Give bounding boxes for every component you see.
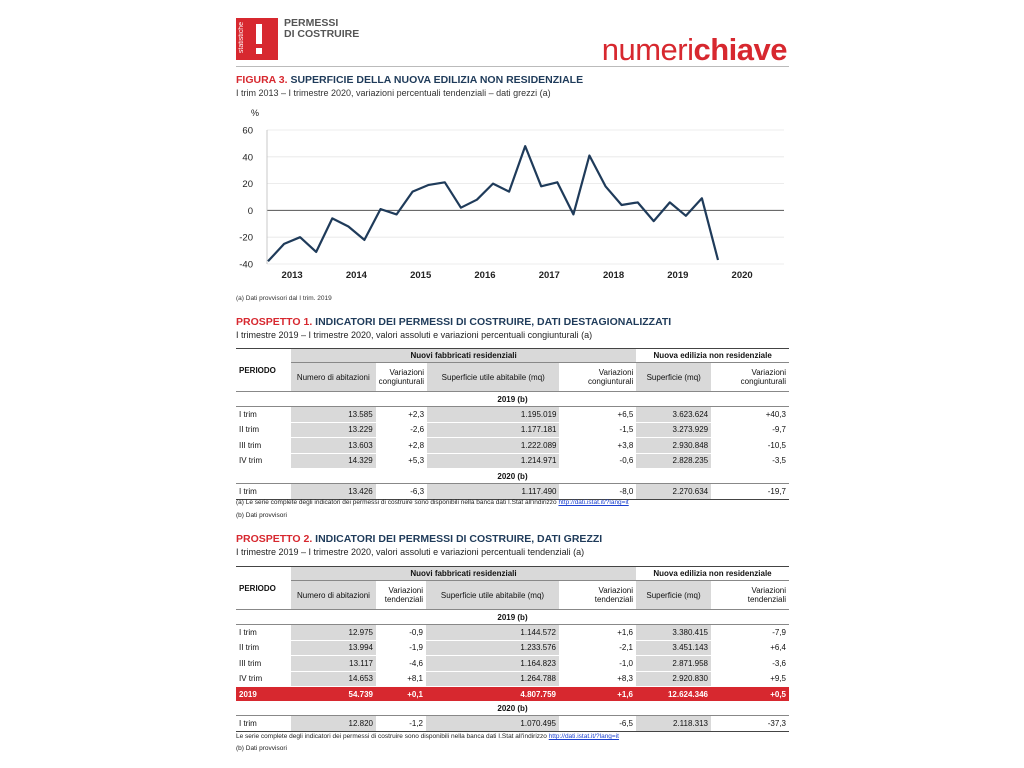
col-header-variazioni-1: Variazioni tendenziali [376,581,426,610]
figure-label: FIGURA 3. [236,74,288,86]
year-row-2019: 2019 (b) [236,392,789,407]
group-header-nonresidential: Nuova edilizia non residenziale [636,349,789,363]
total-row-2019: 2019 54.739 +0,1 4.807.759 +1,6 12.624.346 +0,5 [236,687,789,702]
periodo-header: PERIODO [236,567,291,610]
istat-logo [236,18,278,60]
x-tick-label: 2020 [731,270,753,281]
table-row: I trim 12.820 -1,2 1.070.495 -6,5 2.118.313 -37,3 [236,716,789,732]
header-divider [236,66,789,67]
y-tick-label: -20 [239,232,253,244]
prospetto2-subtitle: I trimestre 2019 – I trimestre 2020, valori assoluti e variazioni percentuali tendenziali (a) [236,547,585,557]
figure-title-text: SUPERFICIE DELLA NUOVA EDILIZIA NON RESIDENZIALE [287,74,584,86]
col-header-abitazioni: Numero di abitazioni [291,363,376,392]
col-header-abitazioni: Numero di abitazioni [291,581,376,610]
periodo-header: PERIODO [236,349,291,392]
prospetto1-table [236,348,789,500]
year-row-2020: 2020 (b) [236,701,789,716]
year-row-2019: 2019 (b) [236,610,789,625]
prospetto1-note-b: (b) Dati provvisori [236,512,287,519]
prospetto2-label: PROSPETTO 2. [236,533,313,545]
col-header-superficie-utile: Superficie utile abitabile (mq) [426,581,559,610]
y-tick-label: 60 [242,125,253,137]
logo-exclamation-dot [256,48,262,54]
figure-title [236,74,583,86]
figure-subtitle: I trim 2013 – I trimestre 2020, variazioni percentuali tendenziali – dati grezzi (a) [236,88,551,98]
col-header-variazioni-2: Variazioni congiunturali [559,363,636,392]
brand-line-2: DI COSTRUIRE [284,28,360,40]
table-row: II trim 13.994 -1,9 1.233.576 -2,1 3.451.143 +6,4 [236,640,789,656]
col-header-variazioni-1: Variazioni congiunturali [376,363,427,392]
chiave-word: chiave [693,32,787,67]
istat-link[interactable]: http://dati.istat.it/?lang=it [548,733,619,740]
x-tick-label: 2016 [474,270,496,281]
prospetto2-note-a: Le serie complete degli indicatori dei permessi di costruire sono disponibili nella banca dati I.Stat all'indirizzo http://dati.istat.it/?lang=it [236,733,619,740]
table-row: I trim 12.975 -0,9 1.144.572 +1,6 3.380.415 -7,9 [236,625,789,641]
istat-link[interactable]: http://dati.istat.it/?lang=it [558,499,629,506]
y-tick-label: 40 [242,152,253,164]
group-header-residential: Nuovi fabbricati residenziali [291,567,636,581]
y-tick-label: 20 [242,179,253,191]
col-header-variazioni-3: Variazioni tendenziali [711,581,789,610]
prospetto2-title [236,533,602,545]
table-row: I trim 13.426 -6,3 1.117.490 -8,0 2.270.634 -19,7 [236,484,789,500]
x-tick-label: 2015 [410,270,432,281]
numeri-word: numeri [601,32,694,67]
prospetto2-title-text: INDICATORI DEI PERMESSI DI COSTRUIRE, DATI GREZZI [312,533,603,545]
brand-title [284,18,359,40]
prospetto1-note-a: (a) Le serie complete degli indicatori dei permessi di costruire sono disponibili nella banca dati I.Stat all'indirizzo http://dati.istat.it/?lang=it [236,499,629,506]
table-row: IV trim 14.653 +8,1 1.264.788 +8,3 2.920.830 +9,5 [236,671,789,687]
table-row: III trim 13.117 -4,6 1.164.823 -1,0 2.871.958 -3,6 [236,656,789,672]
figure-note: (a) Dati provvisori dal I trim. 2019 [236,295,332,302]
table-row: III trim 13.603 +2,8 1.222.089 +3,8 2.930.848 -10,5 [236,438,789,454]
x-tick-label: 2014 [345,270,367,281]
col-header-variazioni-2: Variazioni tendenziali [559,581,636,610]
col-header-variazioni-3: Variazioni congiunturali [711,363,789,392]
logo-exclamation-bar [256,24,262,44]
x-tick-label: 2013 [281,270,303,281]
prospetto2-note-b: (b) Dati provvisori [236,745,287,752]
y-tick-label: 0 [247,205,253,217]
prospetto1-label: PROSPETTO 1. [236,316,313,328]
group-header-residential: Nuovi fabbricati residenziali [291,349,636,363]
prospetto1-subtitle: I trimestre 2019 – I trimestre 2020, valori assoluti e variazioni percentuali congiunturali (a) [236,330,593,340]
col-header-superficie-utile: Superficie utile abitabile (mq) [427,363,559,392]
x-tick-label: 2018 [602,270,625,281]
y-tick-label: -40 [239,259,253,271]
prospetto1-title [236,316,671,328]
brand-line-1: PERMESSI [284,17,339,29]
table-row: IV trim 14.329 +5,3 1.214.971 -0,6 2.828.235 -3,5 [236,453,789,469]
series-line [268,146,718,261]
prospetto2-table [236,566,789,732]
col-header-superficie: Superficie (mq) [636,581,711,610]
table-row: II trim 13.229 -2,6 1.177.181 -1,5 3.273.929 -9,7 [236,422,789,438]
col-header-superficie: Superficie (mq) [636,363,711,392]
line-chart [236,104,789,292]
group-header-nonresidential: Nuova edilizia non residenziale [636,567,789,581]
x-tick-label: 2017 [538,270,560,281]
x-tick-label: 2019 [667,270,689,281]
year-row-2020: 2020 (b) [236,469,789,484]
y-unit-label: % [251,108,260,118]
logo-side-text: statistiche [238,22,245,54]
table-row: I trim 13.585 +2,3 1.195.019 +6,5 3.623.624 +40,3 [236,407,789,423]
numeri-chiave-logo [602,34,787,66]
prospetto1-title-text: INDICATORI DEI PERMESSI DI COSTRUIRE, DATI DESTAGIONALIZZATI [312,316,672,328]
